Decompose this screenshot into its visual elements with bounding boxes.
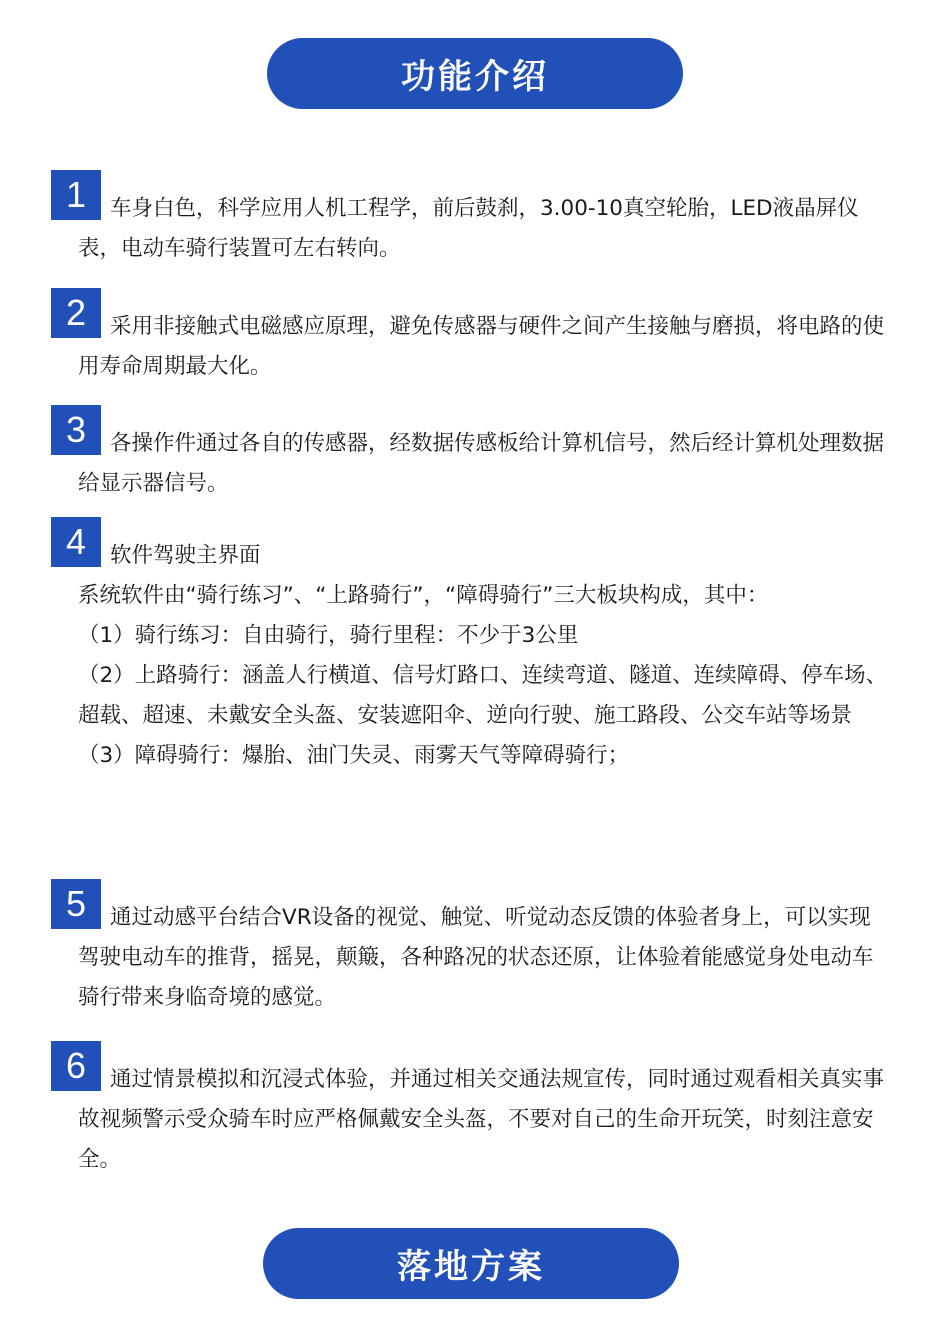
item-paragraph: （2）上路骑行：涵盖人行横道、信号灯路口、连续弯道、隧道、连续障碍、停车场、超载、超速、未戴安全头盔、安装遮阳伞、逆向行驶、施工路段、公交车站等场景 <box>78 663 888 728</box>
item-paragraph: 车身白色，科学应用人机工程学，前后鼓刹，3.00-10真空轮胎，LED液晶屏仪表，电动车骑行装置可左右转向。 <box>78 196 859 261</box>
item-paragraph: （1）骑行练习：自由骑行，骑行里程：不少于3公里 <box>78 623 579 648</box>
item-number-badge: 1 <box>51 170 101 220</box>
item-paragraph: （3）障碍骑行：爆胎、油门失灵、雨雾天气等障碍骑行； <box>78 743 630 768</box>
item-number-badge: 5 <box>51 879 101 929</box>
item-paragraph: 采用非接触式电磁感应原理，避免传感器与硬件之间产生接触与磨损，将电路的使用寿命周期最大化。 <box>78 314 885 379</box>
section-heading-features: 功能介绍 <box>267 38 683 109</box>
item-paragraph: 软件驾驶主界面 <box>110 543 261 568</box>
item-number-badge: 2 <box>51 288 101 338</box>
section-heading-deployment: 落地方案 <box>263 1228 679 1299</box>
item-description <box>78 189 888 269</box>
item-paragraph: 系统软件由“骑行练习”、“上路骑行”，“障碍骑行”三大板块构成，其中： <box>78 583 769 608</box>
item-description <box>78 1060 888 1180</box>
item-paragraph: 通过情景模拟和沉浸式体验，并通过相关交通法规宣传，同时通过观看相关真实事故视频警示受众骑车时应严格佩戴安全头盔，不要对自己的生命开玩笑，时刻注意安全。 <box>78 1067 885 1172</box>
item-description <box>78 307 888 387</box>
item-description <box>78 424 888 504</box>
item-paragraph: 各操作件通过各自的传感器，经数据传感板给计算机信号，然后经计算机处理数据给显示器信号。 <box>78 431 885 496</box>
item-number-badge: 3 <box>51 405 101 455</box>
item-description <box>78 898 888 1018</box>
item-number-badge: 6 <box>51 1041 101 1091</box>
item-description <box>78 536 888 776</box>
item-number-badge: 4 <box>51 517 101 567</box>
item-paragraph: 通过动感平台结合VR设备的视觉、触觉、听觉动态反馈的体验者身上，可以实现驾驶电动车的推背，摇晃，颠簸，各种路况的状态还原，让体验着能感觉身处电动车骑行带来身临奇境的感觉。 <box>78 905 874 1010</box>
